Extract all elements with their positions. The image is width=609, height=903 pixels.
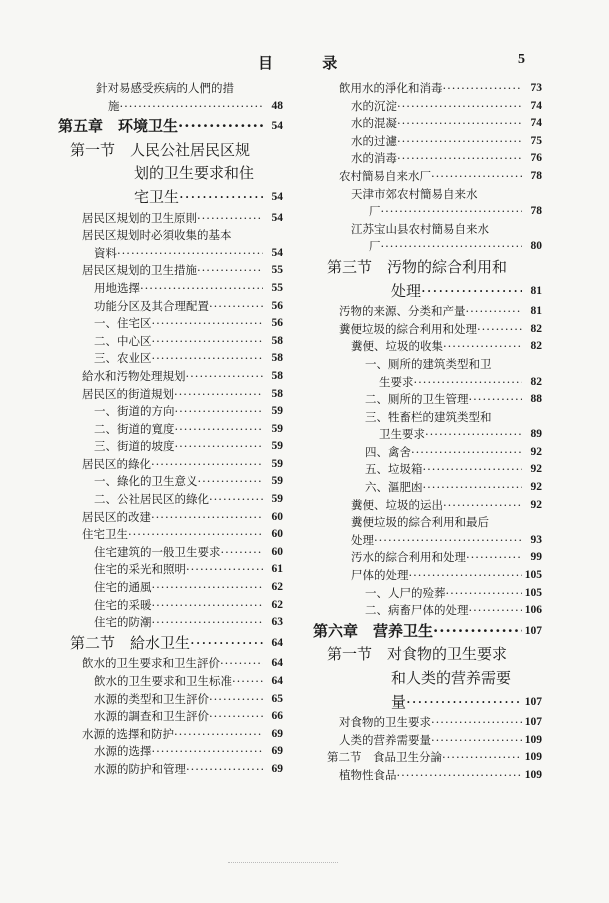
- toc-entry-text: 二、厕所的卫生管理 ·····: [365, 391, 522, 409]
- toc-entry-text: 施 ·····: [108, 98, 263, 116]
- toc-entry-page: 64: [270, 632, 284, 656]
- toc-entry-text: 居民区的街道規划 ·····: [82, 386, 263, 404]
- toc-entry-page: 48: [270, 98, 284, 116]
- toc-entry-text: 第五章 环境卫生 ·····: [58, 115, 263, 139]
- toc-entry: [58, 708, 283, 726]
- toc-entry-page: 55: [270, 262, 284, 280]
- toc-entry-text: 針对易感受疾病的人們的措: [96, 81, 234, 95]
- toc-entry-page: 59: [270, 491, 284, 509]
- toc-entry: [313, 391, 542, 409]
- toc-entry: [58, 491, 283, 509]
- toc-entry: [313, 221, 542, 239]
- toc-entry-text: 飲水的卫生要求和卫生标准 ·····: [94, 673, 263, 691]
- toc-entry: [313, 168, 542, 186]
- toc-entry-text: 二、公社居民区的綠化 ·····: [94, 491, 263, 509]
- toc-entry-text: 水的过濾 ·····: [351, 133, 522, 151]
- toc-entry-page: 73: [529, 80, 543, 98]
- toc-entry: [58, 386, 283, 404]
- toc-entry-text: 水的混凝 ·····: [351, 115, 522, 133]
- toc-entry: [313, 98, 542, 116]
- toc-entry: [58, 333, 283, 351]
- toc-entry-page: 58: [270, 333, 284, 351]
- toc-entry-page: 60: [270, 544, 284, 562]
- toc-entry: [313, 238, 542, 256]
- toc-entry-page: 59: [270, 438, 284, 456]
- toc-entry-page: 59: [270, 473, 284, 491]
- toc-entry-page: 74: [529, 98, 543, 116]
- toc-entry: [313, 115, 542, 133]
- toc-entry-page: 105: [523, 585, 542, 603]
- toc-entry-page: 74: [529, 115, 543, 133]
- toc-entry-page: 60: [270, 509, 284, 527]
- toc-entry-page: 69: [270, 743, 284, 761]
- toc-right-column: [313, 80, 542, 785]
- toc-entry: [313, 280, 542, 304]
- toc-entry-page: 58: [270, 350, 284, 368]
- toc-entry-page: 59: [270, 421, 284, 439]
- toc-entry-page: 75: [529, 133, 543, 151]
- toc-entry: [313, 80, 542, 98]
- toc-entry-text: 第二节 食品卫生分論 ·····: [327, 749, 522, 767]
- toc-entry-text: 三、牲畜栏的建筑类型和: [365, 409, 492, 424]
- toc-entry-text: 汚物的来源、分类和产量 ·····: [339, 303, 522, 321]
- toc-entry-page: 63: [270, 614, 284, 632]
- toc-entry-page: 81: [529, 280, 543, 304]
- toc-entry-text: 給水和汚物处理規划 ·····: [82, 368, 263, 386]
- toc-entry: [58, 139, 283, 163]
- toc-entry: [313, 749, 542, 767]
- toc-entry: [58, 80, 283, 98]
- toc-entry: [58, 350, 283, 368]
- toc-entry: [313, 133, 542, 151]
- toc-entry-text: 五、垃圾箱 ·····: [365, 461, 522, 479]
- toc-entry: [313, 409, 542, 427]
- toc-entry-page: 92: [529, 461, 543, 479]
- toc-entry-text: 水源的防护和管理 ·····: [94, 761, 263, 779]
- toc-entry-text: 居民区的改建 ·····: [82, 509, 263, 527]
- toc-entry-text: 資料 ·····: [94, 245, 263, 263]
- toc-entry-text: 糞便、垃圾的收集 ·····: [351, 338, 522, 356]
- toc-entry-page: 93: [529, 532, 543, 550]
- toc-entry: [313, 732, 542, 750]
- toc-entry-text: 住宅的防潮 ·····: [94, 614, 263, 632]
- toc-entry-text: 第二节 給水卫生 ·····: [70, 632, 263, 656]
- toc-entry-page: 60: [270, 526, 284, 544]
- toc-entry-page: 61: [270, 561, 284, 579]
- toc-entry: [313, 186, 542, 204]
- toc-entry-text: 三、农业区 ·····: [94, 350, 263, 368]
- toc-entry: [58, 597, 283, 615]
- toc-entry: [58, 298, 283, 316]
- toc-entry-page: 66: [270, 708, 284, 726]
- toc-entry: [58, 526, 283, 544]
- toc-entry-text: 水的沉淀 ·····: [351, 98, 522, 116]
- toc-entry-page: 105: [523, 567, 542, 585]
- toc-entry-text: 江苏宝山县农村簡易自来水: [351, 221, 489, 236]
- toc-entry-page: 54: [270, 210, 284, 228]
- toc-entry-page: 80: [529, 238, 543, 256]
- toc-entry: [313, 256, 542, 280]
- toc-entry-text: 第六章 营养卫生 ·····: [313, 620, 522, 644]
- toc-entry-text: 尸体的处理 ·····: [351, 567, 522, 585]
- toc-entry-text: 二、病畜尸体的处理 ·····: [365, 602, 522, 620]
- toc-entry-text: 生要求 ·····: [379, 374, 522, 392]
- toc-entry: [58, 262, 283, 280]
- toc-entry-text: 天津市郊农村簡易自来水: [351, 186, 478, 201]
- toc-entry-text: 宅卫生 ·····: [134, 186, 263, 210]
- toc-entry-page: 64: [270, 655, 284, 673]
- toc-entry-page: 82: [529, 338, 543, 356]
- toc-entry: [58, 227, 283, 245]
- toc-entry-text: 厂 ·····: [369, 238, 522, 256]
- toc-entry: [58, 98, 283, 116]
- toc-entry-text: 居民区規划的卫生原則 ·····: [82, 210, 263, 228]
- toc-entry: [58, 632, 283, 656]
- toc-entry: [58, 403, 283, 421]
- toc-entry-text: 一、人尸的殓葬 ·····: [365, 585, 522, 603]
- toc-entry: [313, 549, 542, 567]
- toc-entry: [58, 456, 283, 474]
- toc-entry: [58, 761, 283, 779]
- toc-entry-text: 水源的类型和卫生評价 ·····: [94, 691, 263, 709]
- toc-entry: [313, 585, 542, 603]
- toc-entry: [58, 368, 283, 386]
- toc-entry: [313, 303, 542, 321]
- toc-entry-page: 78: [529, 168, 543, 186]
- toc-entry: [313, 714, 542, 732]
- toc-entry-text: 飲用水的淨化和消毒 ·····: [339, 80, 522, 98]
- toc-entry-page: 82: [529, 321, 543, 339]
- toc-entry: [58, 509, 283, 527]
- toc-entry-text: 农村簡易自来水厂 ·····: [339, 168, 522, 186]
- toc-entry-text: 住宅卫生 ·····: [82, 526, 263, 544]
- toc-entry-page: 107: [523, 714, 542, 732]
- toc-entry-page: 62: [270, 597, 284, 615]
- toc-entry-page: 59: [270, 456, 284, 474]
- page-title: 目 录: [258, 54, 360, 72]
- toc-entry-text: 糞便垃圾的綜合利用和最后: [351, 515, 489, 530]
- toc-entry: [313, 620, 542, 644]
- toc-entry-page: 107: [523, 620, 542, 644]
- toc-entry-text: 水源的选擇和防护 ·····: [82, 726, 263, 744]
- toc-entry-text: 第一节 对食物的卫生要求: [327, 645, 508, 664]
- toc-entry: [58, 673, 283, 691]
- toc-entry: [313, 150, 542, 168]
- toc-entry-text: 汚水的綜合利用和处理 ·····: [351, 549, 522, 567]
- toc-entry-page: 82: [529, 374, 543, 392]
- toc-entry-text: 二、街道的寬度 ·····: [94, 421, 263, 439]
- toc-entry-text: 六、漚肥凼 ·····: [365, 479, 522, 497]
- toc-entry-text: 植物性食品 ·····: [339, 767, 522, 785]
- toc-entry-page: 92: [529, 444, 543, 462]
- toc-entry: [313, 426, 542, 444]
- toc-entry: [58, 691, 283, 709]
- toc-entry-text: 糞便垃圾的綜合利用和处理 ·····: [339, 321, 522, 339]
- toc-entry-page: 54: [270, 186, 284, 210]
- toc-entry-page: 59: [270, 403, 284, 421]
- toc-entry-text: 一、街道的方向 ·····: [94, 403, 263, 421]
- toc-entry-page: 88: [529, 391, 543, 409]
- toc-entry-text: 住宅的采暖 ·····: [94, 597, 263, 615]
- toc-entry: [313, 691, 542, 715]
- toc-entry: [58, 655, 283, 673]
- toc-entry: [313, 767, 542, 785]
- toc-entry-text: 住宅的采光和照明 ·····: [94, 561, 263, 579]
- toc-entry-text: 一、厕所的建筑类型和卫: [365, 356, 492, 371]
- toc-entry: [313, 514, 542, 532]
- toc-entry: [58, 438, 283, 456]
- toc-entry-text: 一、住宅区 ·····: [94, 315, 263, 333]
- toc-entry: [58, 743, 283, 761]
- toc-entry-text: 卫生要求 ·····: [379, 426, 522, 444]
- toc-entry: [58, 210, 283, 228]
- toc-entry-page: 78: [529, 203, 543, 221]
- toc-entry-page: 69: [270, 761, 284, 779]
- toc-entry-text: 厂 ·····: [369, 203, 522, 221]
- toc-entry-page: 76: [529, 150, 543, 168]
- toc-entry-text: 住宅的通風 ·····: [94, 579, 263, 597]
- toc-entry-text: 二、中心区 ·····: [94, 333, 263, 351]
- toc-left-column: [58, 80, 283, 779]
- toc-entry: [313, 667, 542, 691]
- toc-entry-text: 量 ·····: [391, 691, 522, 715]
- toc-entry-page: 109: [523, 749, 542, 767]
- toc-entry-text: 糞便、垃圾的运出 ·····: [351, 497, 522, 515]
- toc-entry: [58, 579, 283, 597]
- toc-entry: [313, 497, 542, 515]
- toc-entry: [58, 614, 283, 632]
- toc-entry: [313, 203, 542, 221]
- toc-entry: [313, 338, 542, 356]
- toc-entry: [58, 561, 283, 579]
- toc-entry: [58, 421, 283, 439]
- toc-entry-text: 水的消毒 ·····: [351, 150, 522, 168]
- toc-entry: [58, 315, 283, 333]
- toc-entry-page: 58: [270, 386, 284, 404]
- toc-entry: [58, 186, 283, 210]
- toc-entry: [313, 321, 542, 339]
- toc-entry: [58, 473, 283, 491]
- toc-entry: [58, 162, 283, 186]
- toc-entry: [58, 544, 283, 562]
- toc-entry-page: 106: [523, 602, 542, 620]
- toc-entry-page: 99: [529, 549, 543, 567]
- toc-entry-page: 54: [270, 115, 284, 139]
- toc-entry: [313, 444, 542, 462]
- toc-entry-text: 居民区規划时必須收集的基本: [82, 228, 232, 243]
- toc-entry-text: 第一节 人民公社居民区规: [70, 140, 251, 159]
- toc-entry: [313, 461, 542, 479]
- toc-entry-page: 65: [270, 691, 284, 709]
- toc-entry: [313, 532, 542, 550]
- toc-entry-text: 处理 ·····: [351, 532, 522, 550]
- toc-entry-text: 三、街道的坡度 ·····: [94, 438, 263, 456]
- toc-entry-text: 水源的調查和卫生評价 ·····: [94, 708, 263, 726]
- toc-entry-text: 人类的营养需要量 ·····: [339, 732, 522, 750]
- toc-entry: [313, 479, 542, 497]
- toc-entry: [58, 245, 283, 263]
- toc-entry-page: 109: [523, 732, 542, 750]
- toc-entry-text: 住宅建筑的一般卫生要求 ·····: [94, 544, 263, 562]
- toc-entry-page: 92: [529, 497, 543, 515]
- toc-entry-text: 功能分区及其合理配置 ·····: [94, 298, 263, 316]
- toc-entry: [313, 602, 542, 620]
- toc-entry-page: 89: [529, 426, 543, 444]
- toc-entry-text: 和人类的营养需要: [391, 669, 512, 687]
- toc-entry-page: 56: [270, 298, 284, 316]
- toc-entry-page: 58: [270, 368, 284, 386]
- toc-entry: [313, 643, 542, 667]
- page-number: 5: [518, 52, 525, 67]
- toc-entry-page: 64: [270, 673, 284, 691]
- toc-entry-text: 划的卫生要求和住: [134, 164, 255, 183]
- toc-entry-text: 居民区規划的卫生措施 ·····: [82, 262, 263, 280]
- toc-entry: [313, 567, 542, 585]
- toc-entry-text: 四、禽舍 ·····: [365, 444, 522, 462]
- scan-smudge: [228, 862, 338, 864]
- toc-entry-text: 处理 ·····: [391, 280, 522, 304]
- toc-entry-page: 92: [529, 479, 543, 497]
- toc-entry: [313, 374, 542, 392]
- toc-entry-text: 飲水的卫生要求和卫生評价 ·····: [82, 655, 263, 673]
- toc-entry: [58, 115, 283, 139]
- toc-entry: [58, 280, 283, 298]
- toc-entry-page: 81: [529, 303, 543, 321]
- toc-entry-page: 56: [270, 315, 284, 333]
- toc-entry-text: 对食物的卫生要求 ·····: [339, 714, 522, 732]
- toc-entry-page: 54: [270, 245, 284, 263]
- toc-entry: [313, 356, 542, 374]
- toc-entry-text: 一、綠化的卫生意义 ·····: [94, 473, 263, 491]
- toc-entry-text: 水源的选擇 ·····: [94, 743, 263, 761]
- toc-entry-page: 62: [270, 579, 284, 597]
- toc-entry-page: 109: [523, 767, 542, 785]
- toc-entry-text: 居民区的綠化 ·····: [82, 456, 263, 474]
- toc-entry-text: 第三节 汚物的綜合利用和: [327, 257, 508, 276]
- toc-entry-text: 用地选擇 ·····: [94, 280, 263, 298]
- toc-entry-page: 107: [523, 691, 542, 715]
- toc-entry-page: 55: [270, 280, 284, 298]
- toc-entry-page: 69: [270, 726, 284, 744]
- toc-entry: [58, 726, 283, 744]
